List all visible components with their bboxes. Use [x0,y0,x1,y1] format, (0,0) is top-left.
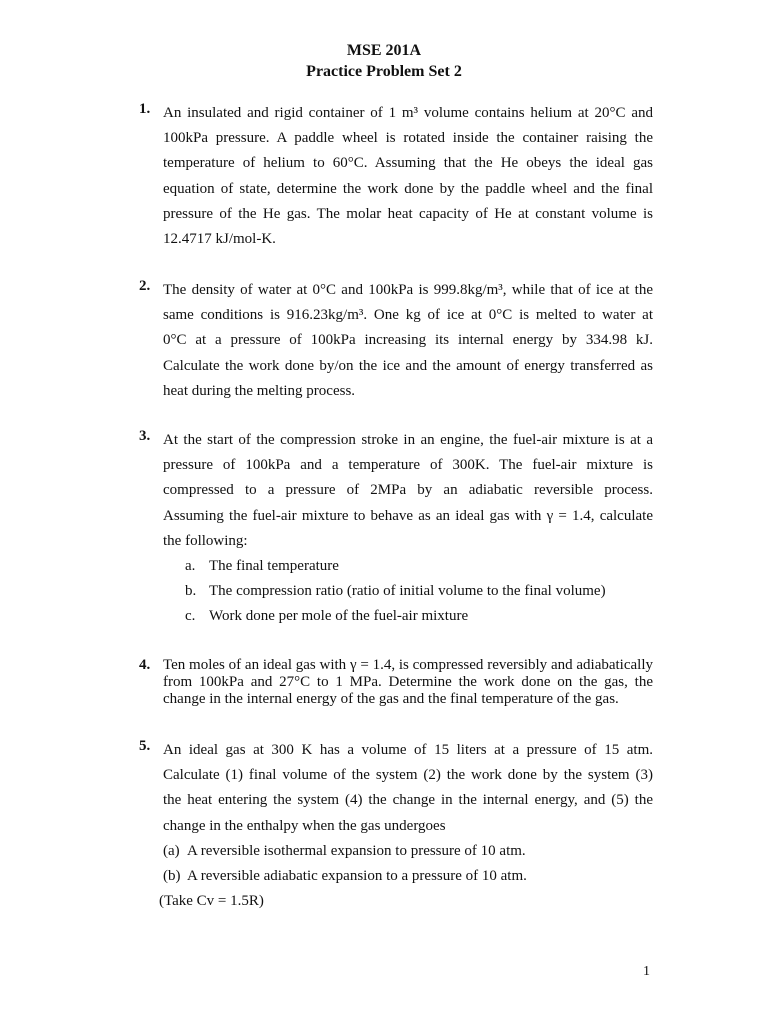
page-number: 1 [643,964,650,979]
problem-text: Ten moles of an ideal gas with γ = 1.4, is compressed reversibly and adiabatically from 100kPa and 27°C to 1 MPa. Determine the work done on the gas, the change in the internal energy of the gas and the final temperature of the gas. [163,657,653,707]
problem-line: temperature of helium to 60°C. Assuming that the He obeys the ideal gas [163,155,653,172]
problem-line: pressure of 100kPa and a temperature of 300K. The fuel-air mixture is [163,457,653,474]
problem-line: The density of water at 0°C and 100kPa is 999.8kg/m³, while that of ice at the [163,282,653,298]
sub-question-text: The final temperature [209,558,339,575]
sub-question [163,839,653,864]
sub-question-letter: b. [185,583,197,600]
problem-line: Assuming the fuel-air mixture to behave as an ideal gas with γ = 1.4, calculate [163,507,653,524]
problem-line: 100kPa pressure. A paddle wheel is rotated inside the container raising the [163,130,653,147]
sub-question [185,554,653,579]
problem-line: An insulated and rigid container of 1 m³ volume contains helium at 20°C and [163,105,653,121]
sub-question [185,579,653,604]
problem-1 [139,101,653,252]
problem-line: the following: [163,532,248,549]
problem-line: 0°C at a pressure of 100kPa increasing its internal energy by 334.98 kJ. [163,332,653,349]
sub-question-letter: (b) [163,868,181,885]
problem-line: 12.4717 kJ/mol-K. [163,231,276,248]
problem-number: 2. [139,278,151,294]
problem-note: (Take Cv = 1.5R) [159,893,264,910]
sub-question-letter: c. [185,608,196,625]
problem-number: 4. [139,657,151,673]
problem-number: 3. [139,428,151,444]
sub-question-letter: a. [185,558,196,575]
sub-question-text: A reversible isothermal expansion to pressure of 10 atm. [187,842,526,859]
problem-line: An ideal gas at 300 K has a volume of 15 liters at a pressure of 15 atm. [163,742,653,758]
problem-line: At the start of the compression stroke in an engine, the fuel-air mixture is at a [163,432,653,448]
sub-question-text: A reversible adiabatic expansion to a pressure of 10 atm. [187,868,527,885]
sub-question [185,604,653,629]
problem-line: pressure of the He gas. The molar heat capacity of He at constant volume is [163,205,653,222]
problem-line: Calculate the work done by/on the ice and the amount of energy transferred as [163,357,653,374]
problem-line: compressed to a pressure of 2MPa by an adiabatic reversible process. [163,482,653,499]
problem-line: same conditions is 916.23kg/m³. One kg of ice at 0°C is melted to water at [163,307,653,324]
problem-line: Calculate (1) final volume of the system (2) the work done by the system (3) [163,767,653,784]
problem-5 [139,738,653,914]
problem-number: 1. [139,101,151,117]
problem-4 [139,657,653,708]
problem-line: equation of state, determine the work done by the paddle wheel and the final [163,180,653,197]
problem-number: 5. [139,738,151,754]
problem-set-title: Practice Problem Set 2 [306,63,462,80]
sub-question-text: The compression ratio (ratio of initial volume to the final volume) [209,583,606,600]
problem-3 [139,428,653,630]
problem-line: the heat entering the system (4) the change in the internal energy, and (5) the [163,792,653,809]
sub-question [163,864,653,889]
sub-question-list [185,554,653,630]
sub-question-letter: (a) [163,842,180,859]
sub-question-text: Work done per mole of the fuel-air mixture [209,608,469,625]
problem-line: heat during the melting process. [163,382,356,399]
course-title: MSE 201A [346,42,422,59]
problem-line: change in the enthalpy when the gas undergoes [163,817,446,834]
problem-2 [139,278,653,404]
